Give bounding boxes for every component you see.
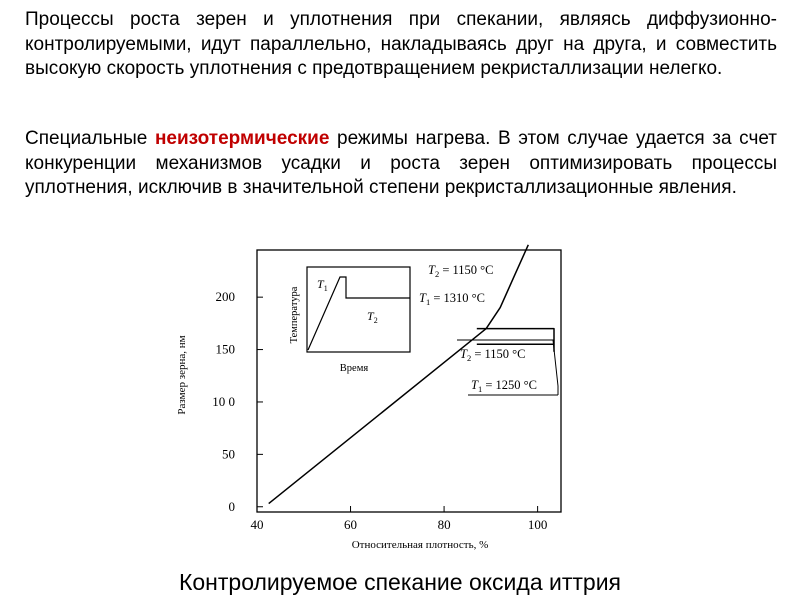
x-tick-label: 60 (344, 517, 358, 532)
annotation-t2-mid-rest: = 1150 °C (471, 347, 526, 361)
annotation-t2-top-rest: = 1150 °C (439, 263, 494, 277)
annotation-t2-top (428, 263, 494, 279)
annotation-t2-top-sub: 2 (434, 269, 440, 279)
y-tick-label: 200 (215, 289, 235, 305)
paragraph-intro: Процессы роста зерен и уплотнения при спекании, являясь диффузионно-контролируемыми, идут параллельно, накладываясь друг на друга, и совместить высокую скорость уплотнения с предотвращением рекристаллизации нелегко. (25, 9, 777, 79)
x-axis-ticks (251, 506, 548, 532)
annotation-t2-top-var: T (428, 263, 435, 277)
y-axis-label: Размер зерна, нм (176, 335, 188, 415)
x-axis-label: Относительная плотность, % (351, 539, 489, 551)
inset-label-t1-var: T (317, 277, 324, 291)
y-tick-label: 0 (228, 498, 235, 514)
annotation-t1-bot-sub: 1 (477, 384, 483, 394)
x-tick-label: 80 (437, 517, 451, 532)
inset-label-t2-sub: 2 (373, 316, 378, 325)
annotation-t1-top-sub: 1 (425, 297, 431, 307)
highlight-nonisothermal: неизотермические (154, 128, 330, 149)
x-tick-label: 100 (527, 517, 548, 532)
annotation-t1-top-rest: = 1310 °C (430, 291, 485, 305)
y-axis-ticks (212, 289, 263, 514)
y-tick-label: 150 (215, 341, 235, 357)
annotation-t2-mid (460, 347, 526, 363)
inset-x-label: Время (339, 363, 369, 374)
annotation-t2-mid-var: T (460, 347, 467, 361)
inset-diagram (289, 267, 410, 374)
slide-caption: Контролируемое спекание оксида иттрия (178, 569, 622, 595)
annotation-t1-bot-var: T (471, 378, 478, 392)
x-tick-label: 40 (250, 517, 264, 532)
annotation-t1-top-var: T (419, 291, 426, 305)
annotation-t1-bot-rest: = 1250 °C (482, 378, 537, 392)
grain-size-chart (160, 240, 580, 565)
inset-label-t1-sub: 1 (323, 284, 328, 293)
y-tick-label: 50 (222, 446, 235, 462)
paragraph-nonisothermal-start: Специальные (25, 128, 155, 149)
inset-y-label: Температура (289, 286, 300, 344)
paragraph-nonisothermal (25, 127, 777, 201)
chart-svg (160, 240, 580, 565)
annotation-t1-bot (471, 378, 537, 394)
annotation-t2-mid-sub: 2 (466, 353, 472, 363)
paragraph-nonisothermal-end: режимы нагрева. В этом случае удается за счет конкуренции механизмов усадки и роста зерен оптимизировать процессы уплотнения, исключив в значительной степени рекристаллизационные явления. (25, 128, 777, 198)
y-tick-label: 10 0 (212, 393, 235, 409)
inset-label-t2-var: T (367, 309, 374, 323)
annotation-t1-top (419, 291, 485, 307)
